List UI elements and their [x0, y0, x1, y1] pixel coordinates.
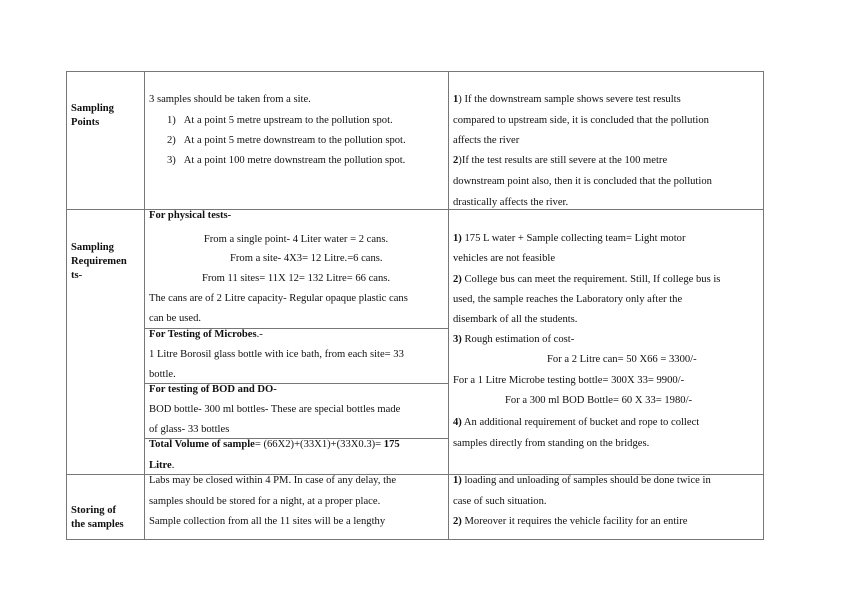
row-label: Storing of — [71, 505, 117, 516]
cost-line: For a 2 Litre can= 50 X66 = 3300/- — [547, 354, 697, 365]
text-line: samples should be stored for a night, at a proper place. — [149, 496, 381, 507]
text-line: 1) If the downstream sample shows severe test results — [453, 94, 681, 105]
text-line: disembark of all the students. — [453, 314, 578, 325]
section-heading: For testing of BOD and DO- — [149, 384, 277, 395]
text-line: compared to upstream side, it is concluded that the pollution — [453, 115, 709, 126]
table-border — [763, 71, 764, 540]
text-line: can be used. — [149, 313, 202, 324]
text-line: 2) Moreover it requires the vehicle facility for an entire — [453, 516, 688, 527]
text-line: 1) loading and unloading of samples should be done twice in — [453, 475, 711, 486]
text-line: Sample collection from all the 11 sites will be a lengthy — [149, 516, 386, 527]
text-line: 1 Litre Borosil glass bottle with ice bath, from each site= 33 — [149, 349, 404, 360]
list-item: 1) At a point 5 metre upstream to the pollution spot. — [167, 115, 393, 126]
table-border — [66, 71, 764, 72]
column-divider — [144, 71, 145, 540]
table-border — [66, 71, 67, 540]
total-volume: Total Volume of sample= (66X2)+(33X1)+(33X0.3)= 175 — [149, 439, 400, 450]
text-line: used, the sample reaches the Laboratory only after the — [453, 294, 683, 305]
row-label: Points — [71, 117, 100, 128]
text-line: From 11 sites= 11X 12= 132 Litre= 66 cans. — [201, 273, 391, 284]
text-line: From a single point- 4 Liter water = 2 cans. — [203, 234, 389, 245]
text-line: samples directly from standing on the bridges. — [453, 438, 650, 449]
list-item: 2) At a point 5 metre downstream to the pollution spot. — [167, 135, 406, 146]
text-line: bottle. — [149, 369, 176, 380]
text-line: case of such situation. — [453, 496, 547, 507]
text-line: of glass- 33 bottles — [149, 424, 230, 435]
text-line: drastically affects the river. — [453, 197, 569, 208]
text-line: vehicles are not feasible — [453, 253, 556, 264]
text-line: Labs may be closed within 4 PM. In case of any delay, the — [149, 475, 397, 486]
section-heading: For Testing of Microbes.- — [149, 329, 263, 340]
text-line: BOD bottle- 300 ml bottles- These are special bottles made — [149, 404, 401, 415]
table-border — [66, 539, 764, 540]
column-divider — [448, 71, 449, 540]
text-line: affects the river — [453, 135, 520, 146]
text-line: The cans are of 2 Litre capacity- Regular opaque plastic cans — [149, 293, 408, 304]
row-label: Sampling — [71, 103, 114, 114]
text-line: 4) An additional requirement of bucket and rope to collect — [453, 417, 700, 428]
cost-line: For a 300 ml BOD Bottle= 60 X 33= 1980/- — [505, 395, 693, 406]
row-label: Requiremen — [71, 256, 127, 267]
row-label: ts- — [71, 270, 83, 281]
row-label: Sampling — [71, 242, 114, 253]
text-line: 3) Rough estimation of cost- — [453, 334, 575, 345]
text-line: From a site- 4X3= 12 Litre.=6 cans. — [230, 253, 383, 264]
total-volume-unit: Litre. — [149, 460, 175, 471]
text-line: 1) 175 L water + Sample collecting team= Light motor — [453, 233, 686, 244]
text-line: 2)If the test results are still severe at the 100 metre — [453, 155, 668, 166]
list-item: 3) At a point 100 metre downstream the pollution spot. — [167, 155, 406, 166]
text-line: 2) College bus can meet the requirement. Still, If college bus is — [453, 274, 721, 285]
row-label: the samples — [71, 519, 124, 530]
cost-line: For a 1 Litre Microbe testing bottle= 300X 33= 9900/- — [453, 375, 685, 386]
text-line: 3 samples should be taken from a site. — [149, 94, 311, 105]
section-heading: For physical tests- — [149, 210, 232, 221]
text-line: downstream point also, then it is concluded that the pollution — [453, 176, 712, 187]
